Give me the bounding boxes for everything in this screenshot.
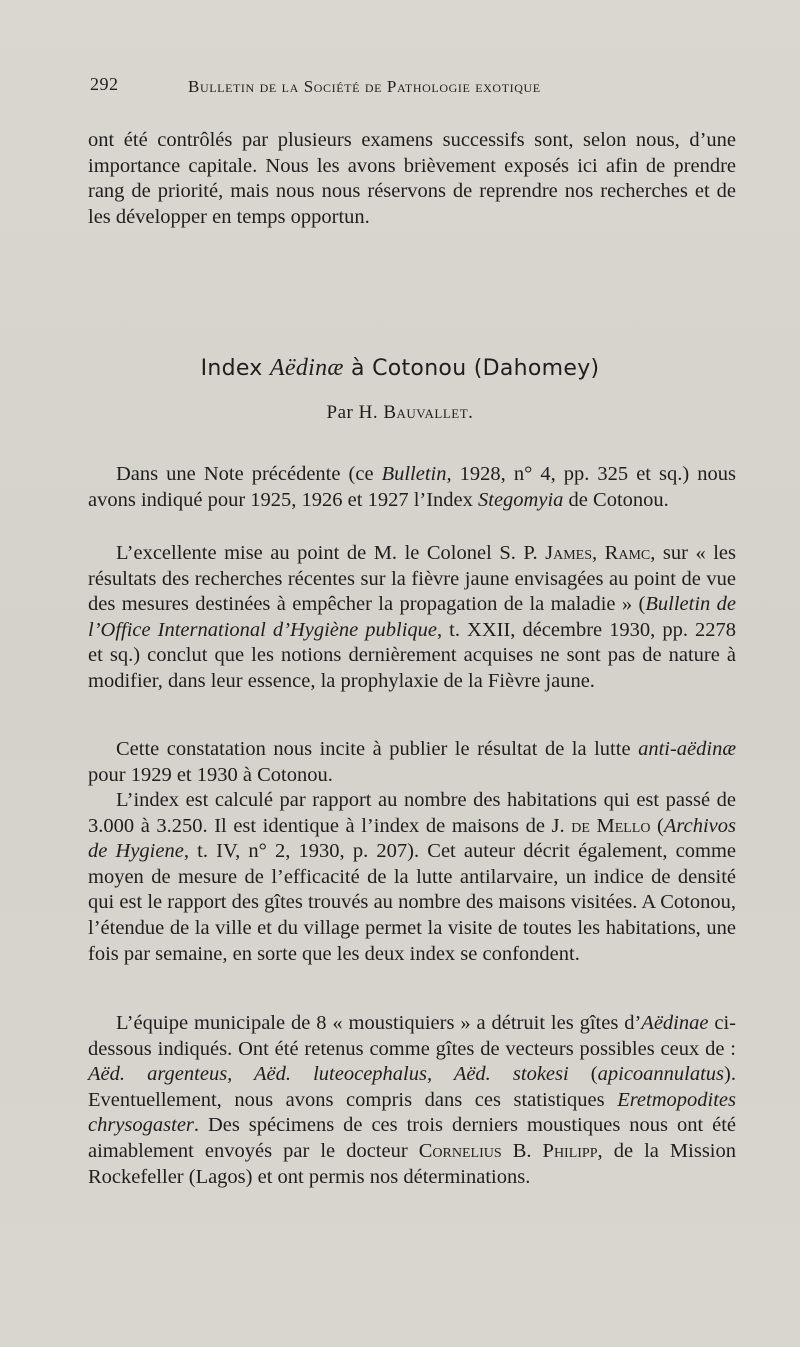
page-number: 292 (90, 74, 119, 94)
intro-text: ont été contrôlés par plusieurs examens successifs sont, selon nous, d’une importance capitale. Nous les avons brièvement exposés ici afin de prendre rang de priorité, mais nous nous réservons de reprendre nos recherches et de les développer en temps opportun. (88, 129, 736, 228)
paragraph-3: Cette constatation nous incite à publier le résultat de la lutte anti-aëdinæ pour 1929 et 1930 à Cotonou. (88, 738, 736, 786)
article-title: Index Aëdinæ à Cotonou (Dahomey) (200, 355, 600, 381)
intro-paragraph (88, 128, 736, 230)
paragraph-4: L’index est calculé par rapport au nombre des habitations qui est passé de 3.000 à 3.250. Il est identique à l’index de maisons de J. de Mello (Archivos de Hygiene, t. IV, n° 2, 1930, p. 207). Cet auteur décrit également, comme moyen de mesure de l’efficacité de la lutte antilarvaire, un indice de densité qui est le rapport des gîtes trouvés au nombre des maisons visitées. A Cotonou, l’étendue de la ville et du village permet la visite de toutes les habitations, une fois par semaine, en sorte que les deux index se confondent. (88, 789, 737, 965)
byline: Par H. Bauvallet. (326, 402, 474, 423)
paragraph-1: Dans une Note précédente (ce Bulletin, 1928, n° 4, pp. 325 et sq.) nous avons indiqué pour 1925, 1926 et 1927 l’Index Stegomyia de Cotonou. (88, 463, 736, 511)
paragraph-5: L’équipe municipale de 8 « moustiquiers » a détruit les gîtes d’Aëdinae ci-dessous indiqués. Ont été retenus comme gîtes de vecteurs possibles ceux de : Aëd. argenteus, Aëd. luteocephalus, Aëd. stokesi (apicoannulatus). Eventuellement, nous avons compris dans ces statistiques Eretmopodites chrysogaster. Des spécimens de ces trois derniers moustiques nous ont été aimablement envoyés par le docteur Cornelius B. Philipp, de la Mission Rockefeller (Lagos) et ont permis nos déterminations. (88, 1012, 736, 1188)
paragraph-2: L’excellente mise au point de M. le Colonel S. P. James, Ramc, sur « les résultats des recherches récentes sur la fièvre jaune envisagées au point de vue des mesures destinées à empêcher la propagation de la maladie » (Bulletin de l’Office International d’Hygiène publique, t. XXII, décembre 1930, pp. 2278 et sq.) conclut que les notions dernièrement acquises ne sont pas de nature à modifier, dans leur essence, la prophylaxie de la Fièvre jaune. (88, 542, 737, 692)
journal-title: Bulletin de la Société de Pathologie exotique (188, 77, 541, 96)
